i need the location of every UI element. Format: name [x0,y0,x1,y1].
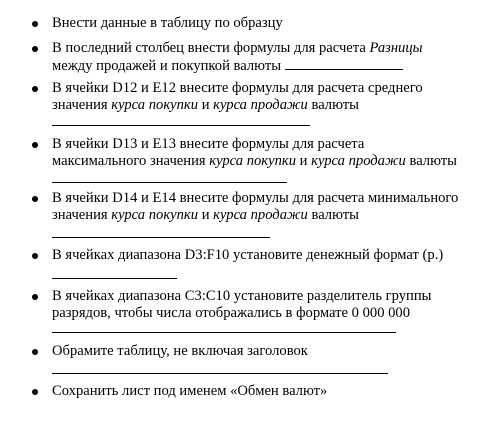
task-line: В ячейки D13 и E13 внесите формулы для расчета [52,136,365,152]
answer-line[interactable] [52,278,177,279]
task-text-segment: В последний столбец внести формулы для расчета [52,40,370,56]
task-line: разрядов, чтобы числа отображались в формате 0 000 000 [52,305,411,321]
answer-line[interactable] [52,125,310,126]
bullet-icon [32,86,38,92]
task-text-segment: максимального значения [52,153,210,169]
task-line: В ячейках диапазона C3:C10 установите разделитель группы [52,288,432,304]
task-text [52,80,423,114]
answer-line[interactable] [52,373,388,374]
answer-blank[interactable] [285,57,403,70]
task-emphasis: курса покупки [111,97,199,113]
task-line [52,97,423,114]
task-text-segment: значения [52,97,112,113]
task-text-segment: и [198,207,214,223]
bullet-icon [32,294,38,300]
task-text-segment: валюты [307,207,359,223]
task-line: Сохранить лист под именем «Обмен валют» [52,383,328,399]
task-line: Обрамите таблицу, не включая заголовок [52,343,308,359]
task-text [52,40,423,74]
task-emphasis: Разницы [369,40,423,56]
task-emphasis: курса покупки [111,207,199,223]
task-text [52,288,431,322]
task-line [52,40,423,57]
task-text-segment: валюты [405,153,457,169]
bullet-icon [32,142,38,148]
task-text-segment: и [296,153,312,169]
task-emphasis: курса продажи [311,153,406,169]
answer-line[interactable] [52,237,270,238]
task-text [52,343,308,360]
task-line: Внести данные в таблицу по образцу [52,15,283,31]
task-emphasis: курса продажи [213,97,308,113]
task-text [52,15,283,32]
task-line [52,207,458,224]
answer-line[interactable] [52,182,287,183]
task-text [52,136,457,170]
task-text [52,247,443,264]
task-line [52,153,457,170]
task-text-segment: и [198,97,214,113]
task-line: В ячейки D12 и E12 внесите формулы для расчета среднего [52,80,423,96]
task-text-segment: валюты [307,97,359,113]
bullet-icon [32,349,38,355]
task-text [52,190,458,224]
task-emphasis: курса покупки [209,153,297,169]
bullet-icon [32,46,38,52]
bullet-icon [32,389,38,395]
bullet-icon [32,21,38,27]
task-line: В ячейки D14 и E14 внесите формулы для расчета минимального [52,190,459,206]
bullet-icon [32,253,38,259]
task-line [52,57,423,74]
task-emphasis: курса продажи [213,207,308,223]
task-text [52,383,327,400]
task-text-segment: между продажей и покупкой валюты [52,58,282,74]
answer-line[interactable] [52,332,396,333]
bullet-icon [32,196,38,202]
task-text-segment: значения [52,207,112,223]
task-line: В ячейках диапазона D3:F10 установите денежный формат (р.) [52,247,444,263]
